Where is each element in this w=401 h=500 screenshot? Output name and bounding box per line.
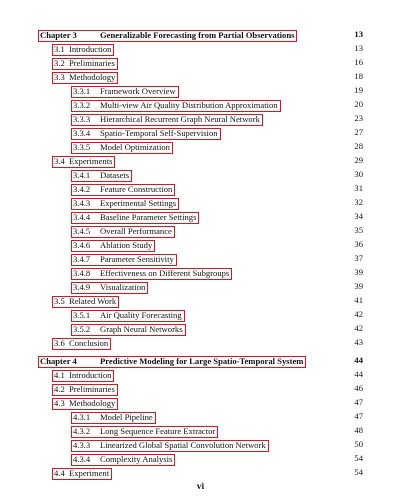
toc-entry-title: Parameter Sensitivity (100, 254, 174, 264)
toc-entry-number: 3.4.3 (73, 198, 91, 208)
toc-entry-number: 3.3 (54, 72, 65, 82)
toc-entry-number: 3.4.7 (73, 254, 91, 264)
toc-section-row (0, 466, 401, 480)
toc-entry-number: 3.4.9 (73, 282, 91, 292)
toc-entry-title: Methodology (69, 72, 116, 82)
toc-entry-number: 3.2 (54, 58, 65, 68)
toc-page-number: 36 (354, 239, 363, 249)
toc-subsection-row (0, 424, 401, 438)
toc-section-row (0, 336, 401, 350)
toc-section-link[interactable] (52, 338, 111, 350)
toc-page-number: 54 (354, 453, 363, 463)
toc-subsection-row (0, 84, 401, 98)
toc-entry-title: Predictive Modeling for Large Spatio-Temporal System (100, 356, 304, 366)
toc-subsection-row (0, 182, 401, 196)
toc-subsection-link[interactable] (71, 440, 269, 452)
toc-entry-title: Experiments (69, 156, 113, 166)
toc-section-row (0, 396, 401, 410)
toc-subsection-row (0, 308, 401, 322)
toc-entry-title: Overall Performance (100, 226, 172, 236)
toc-subsection-row (0, 112, 401, 126)
toc-entry-title: Baseline Parameter Settings (100, 212, 197, 222)
toc-entry-title: Generalizable Forecasting from Partial Observations (100, 30, 295, 40)
toc-page-number: 13 (354, 43, 363, 53)
toc-page-number: 39 (354, 267, 363, 277)
toc-subsection-row (0, 438, 401, 452)
toc-subsection-link[interactable] (71, 114, 263, 126)
toc-page-number: 28 (354, 141, 363, 151)
toc-section-link[interactable] (52, 468, 112, 480)
toc-page-number: 43 (354, 337, 363, 347)
toc-entry-number: 3.3.5 (73, 142, 91, 152)
toc-subsection-link[interactable] (71, 170, 132, 182)
toc-subsection-link[interactable] (71, 426, 218, 438)
toc-subsection-row (0, 168, 401, 182)
toc-subsection-link[interactable] (71, 226, 175, 238)
toc-subsection-link[interactable] (71, 212, 199, 224)
toc-entry-number: 4.4 (54, 468, 65, 478)
toc-entry-title: Hierarchical Recurrent Graph Neural Network (100, 114, 260, 124)
toc-section-link[interactable] (52, 384, 118, 396)
toc-entry-title: Preliminaries (69, 58, 115, 68)
toc-subsection-link[interactable] (71, 454, 175, 466)
toc-entry-number: 3.5.2 (73, 324, 91, 334)
toc-page-number: 31 (354, 183, 363, 193)
toc-page-number: 19 (354, 85, 363, 95)
toc-entry-title: Conclusion (69, 338, 109, 348)
toc-subsection-link[interactable] (71, 282, 148, 294)
toc-entry-number: 3.5.1 (73, 310, 91, 320)
toc-entry-title: Preliminaries (69, 384, 115, 394)
toc-page-number: 32 (354, 197, 363, 207)
toc-entry-title: Feature Construction (100, 184, 173, 194)
toc-page-number: 47 (354, 397, 363, 407)
toc-subsection-row (0, 238, 401, 252)
toc-entry-title: Long Sequence Feature Extractor (100, 426, 216, 436)
toc-section-link[interactable] (52, 44, 114, 56)
toc-page-number: 30 (354, 169, 363, 179)
toc-entry-number: 4.3 (54, 398, 65, 408)
toc-subsection-row (0, 224, 401, 238)
toc-section-link[interactable] (52, 58, 118, 70)
toc-entry-number: 3.4.1 (73, 170, 91, 180)
toc-entry-title: Datasets (100, 170, 130, 180)
toc-subsection-link[interactable] (71, 310, 185, 322)
toc-entry-number: 3.4.2 (73, 184, 91, 194)
toc-subsection-row (0, 98, 401, 112)
toc-page-number: 39 (354, 281, 363, 291)
toc-section-row (0, 368, 401, 382)
toc-entry-number: 4.3.1 (73, 412, 91, 422)
toc-page-number: 18 (354, 71, 363, 81)
toc-page-number: 23 (354, 113, 363, 123)
toc-page-number: 42 (354, 323, 363, 333)
toc-entry-number: 3.4.5 (73, 226, 91, 236)
toc-section-row (0, 56, 401, 70)
toc-entry-number: 4.3.3 (73, 440, 91, 450)
toc-section-link[interactable] (52, 72, 118, 84)
toc-entry-number: 3.3.2 (73, 100, 91, 110)
toc-subsection-link[interactable] (71, 324, 186, 336)
toc-entry-title: Multi-view Air Quality Distribution Approximation (100, 100, 278, 110)
toc-page-number: 35 (354, 225, 363, 235)
toc-subsection-row (0, 126, 401, 140)
toc-subsection-link[interactable] (71, 240, 155, 252)
toc-page-number: 27 (354, 127, 363, 137)
toc-page-number: 46 (354, 383, 363, 393)
toc-section-row (0, 294, 401, 308)
toc-section-row (0, 42, 401, 56)
toc-page-number: 44 (354, 369, 363, 379)
toc-entry-title: Introduction (69, 370, 112, 380)
toc-page-number: 20 (354, 99, 363, 109)
toc-entry-number: 4.3.2 (73, 426, 91, 436)
toc-entry-title: Complexity Analysis (100, 454, 173, 464)
toc-entry-number: 3.4.8 (73, 268, 91, 278)
toc-entry-number: 4.2 (54, 384, 65, 394)
toc-page-number: 37 (354, 253, 363, 263)
toc-subsection-row (0, 210, 401, 224)
toc-subsection-link[interactable] (71, 100, 281, 112)
toc-entry-title: Linearized Global Spatial Convolution Network (100, 440, 266, 450)
toc-section-row (0, 154, 401, 168)
toc-entry-number: 4.3.4 (73, 454, 91, 464)
toc-subsection-row (0, 252, 401, 266)
toc-entry-title: Model Optimization (100, 142, 170, 152)
toc-section-row (0, 70, 401, 84)
toc-subsection-row (0, 196, 401, 210)
toc-subsection-row (0, 452, 401, 466)
toc-subsection-link[interactable] (71, 254, 177, 266)
toc-entry-title: Effectiveness on Different Subgroups (100, 268, 230, 278)
toc-subsection-link[interactable] (71, 268, 232, 280)
toc-section-link[interactable] (52, 370, 114, 382)
toc-subsection-link[interactable] (71, 184, 175, 196)
toc-entry-number: 3.3.1 (73, 86, 91, 96)
toc-entry-title: Spatio-Temporal Self-Supervision (100, 128, 218, 138)
toc-entry-number: 3.6 (54, 338, 65, 348)
toc-entry-title: Methodology (69, 398, 116, 408)
toc-chapter-row (0, 354, 401, 368)
toc-chapter-link[interactable] (38, 30, 297, 42)
toc-page-number: 48 (354, 425, 363, 435)
toc-page-number: 54 (354, 467, 363, 477)
toc-section-link[interactable] (52, 398, 118, 410)
toc-entry-title: Visualization (100, 282, 146, 292)
toc-entry-number: 3.1 (54, 44, 65, 54)
toc-page-number: 42 (354, 309, 363, 319)
toc-subsection-row (0, 410, 401, 424)
toc-section-row (0, 382, 401, 396)
toc-section-link[interactable] (52, 156, 115, 168)
toc-entry-title: Introduction (69, 44, 112, 54)
toc-entry-number: 3.3.3 (73, 114, 91, 124)
toc-entry-number: 3.3.4 (73, 128, 91, 138)
toc-page-number: 50 (354, 439, 363, 449)
toc-entry-number: 3.4.4 (73, 212, 91, 222)
toc-entry-number: 3.5 (54, 296, 65, 306)
toc-chapter-row (0, 28, 401, 42)
toc-page-number: 13 (354, 29, 363, 39)
toc-subsection-link[interactable] (71, 198, 179, 210)
toc-entry-title: Related Work (69, 296, 117, 306)
toc-entry-number: Chapter 3 (40, 30, 77, 40)
toc-page-number: 29 (354, 155, 363, 165)
toc-entry-number: Chapter 4 (40, 356, 77, 366)
toc-entry-number: 3.4 (54, 156, 65, 166)
toc-subsection-row (0, 140, 401, 154)
toc-entry-number: 3.4.6 (73, 240, 91, 250)
toc-page-number: 41 (354, 295, 363, 305)
toc-subsection-link[interactable] (71, 142, 173, 154)
toc-subsection-row (0, 266, 401, 280)
toc-entry-title: Air Quality Forecasting (100, 310, 182, 320)
toc-page-number: 16 (354, 57, 363, 67)
toc-subsection-link[interactable] (71, 412, 156, 424)
toc-entry-title: Model Pipeline (100, 412, 153, 422)
toc-entry-title: Experiment (69, 468, 110, 478)
toc-entry-number: 4.1 (54, 370, 65, 380)
toc-page-number: 44 (354, 355, 363, 365)
toc-section-link[interactable] (52, 296, 119, 308)
page-number-footer: vi (196, 482, 205, 492)
toc-entry-title: Graph Neural Networks (100, 324, 183, 334)
toc-subsection-link[interactable] (71, 86, 179, 98)
toc-chapter-link[interactable] (38, 356, 306, 368)
toc-subsection-row (0, 322, 401, 336)
toc-entry-title: Framework Overview (100, 86, 176, 96)
toc-entry-title: Ablation Study (100, 240, 153, 250)
toc-page-number: 34 (354, 211, 363, 221)
toc-entry-title: Experimental Settings (100, 198, 177, 208)
toc-subsection-link[interactable] (71, 128, 221, 140)
toc-page-number: 47 (354, 411, 363, 421)
toc-subsection-row (0, 280, 401, 294)
